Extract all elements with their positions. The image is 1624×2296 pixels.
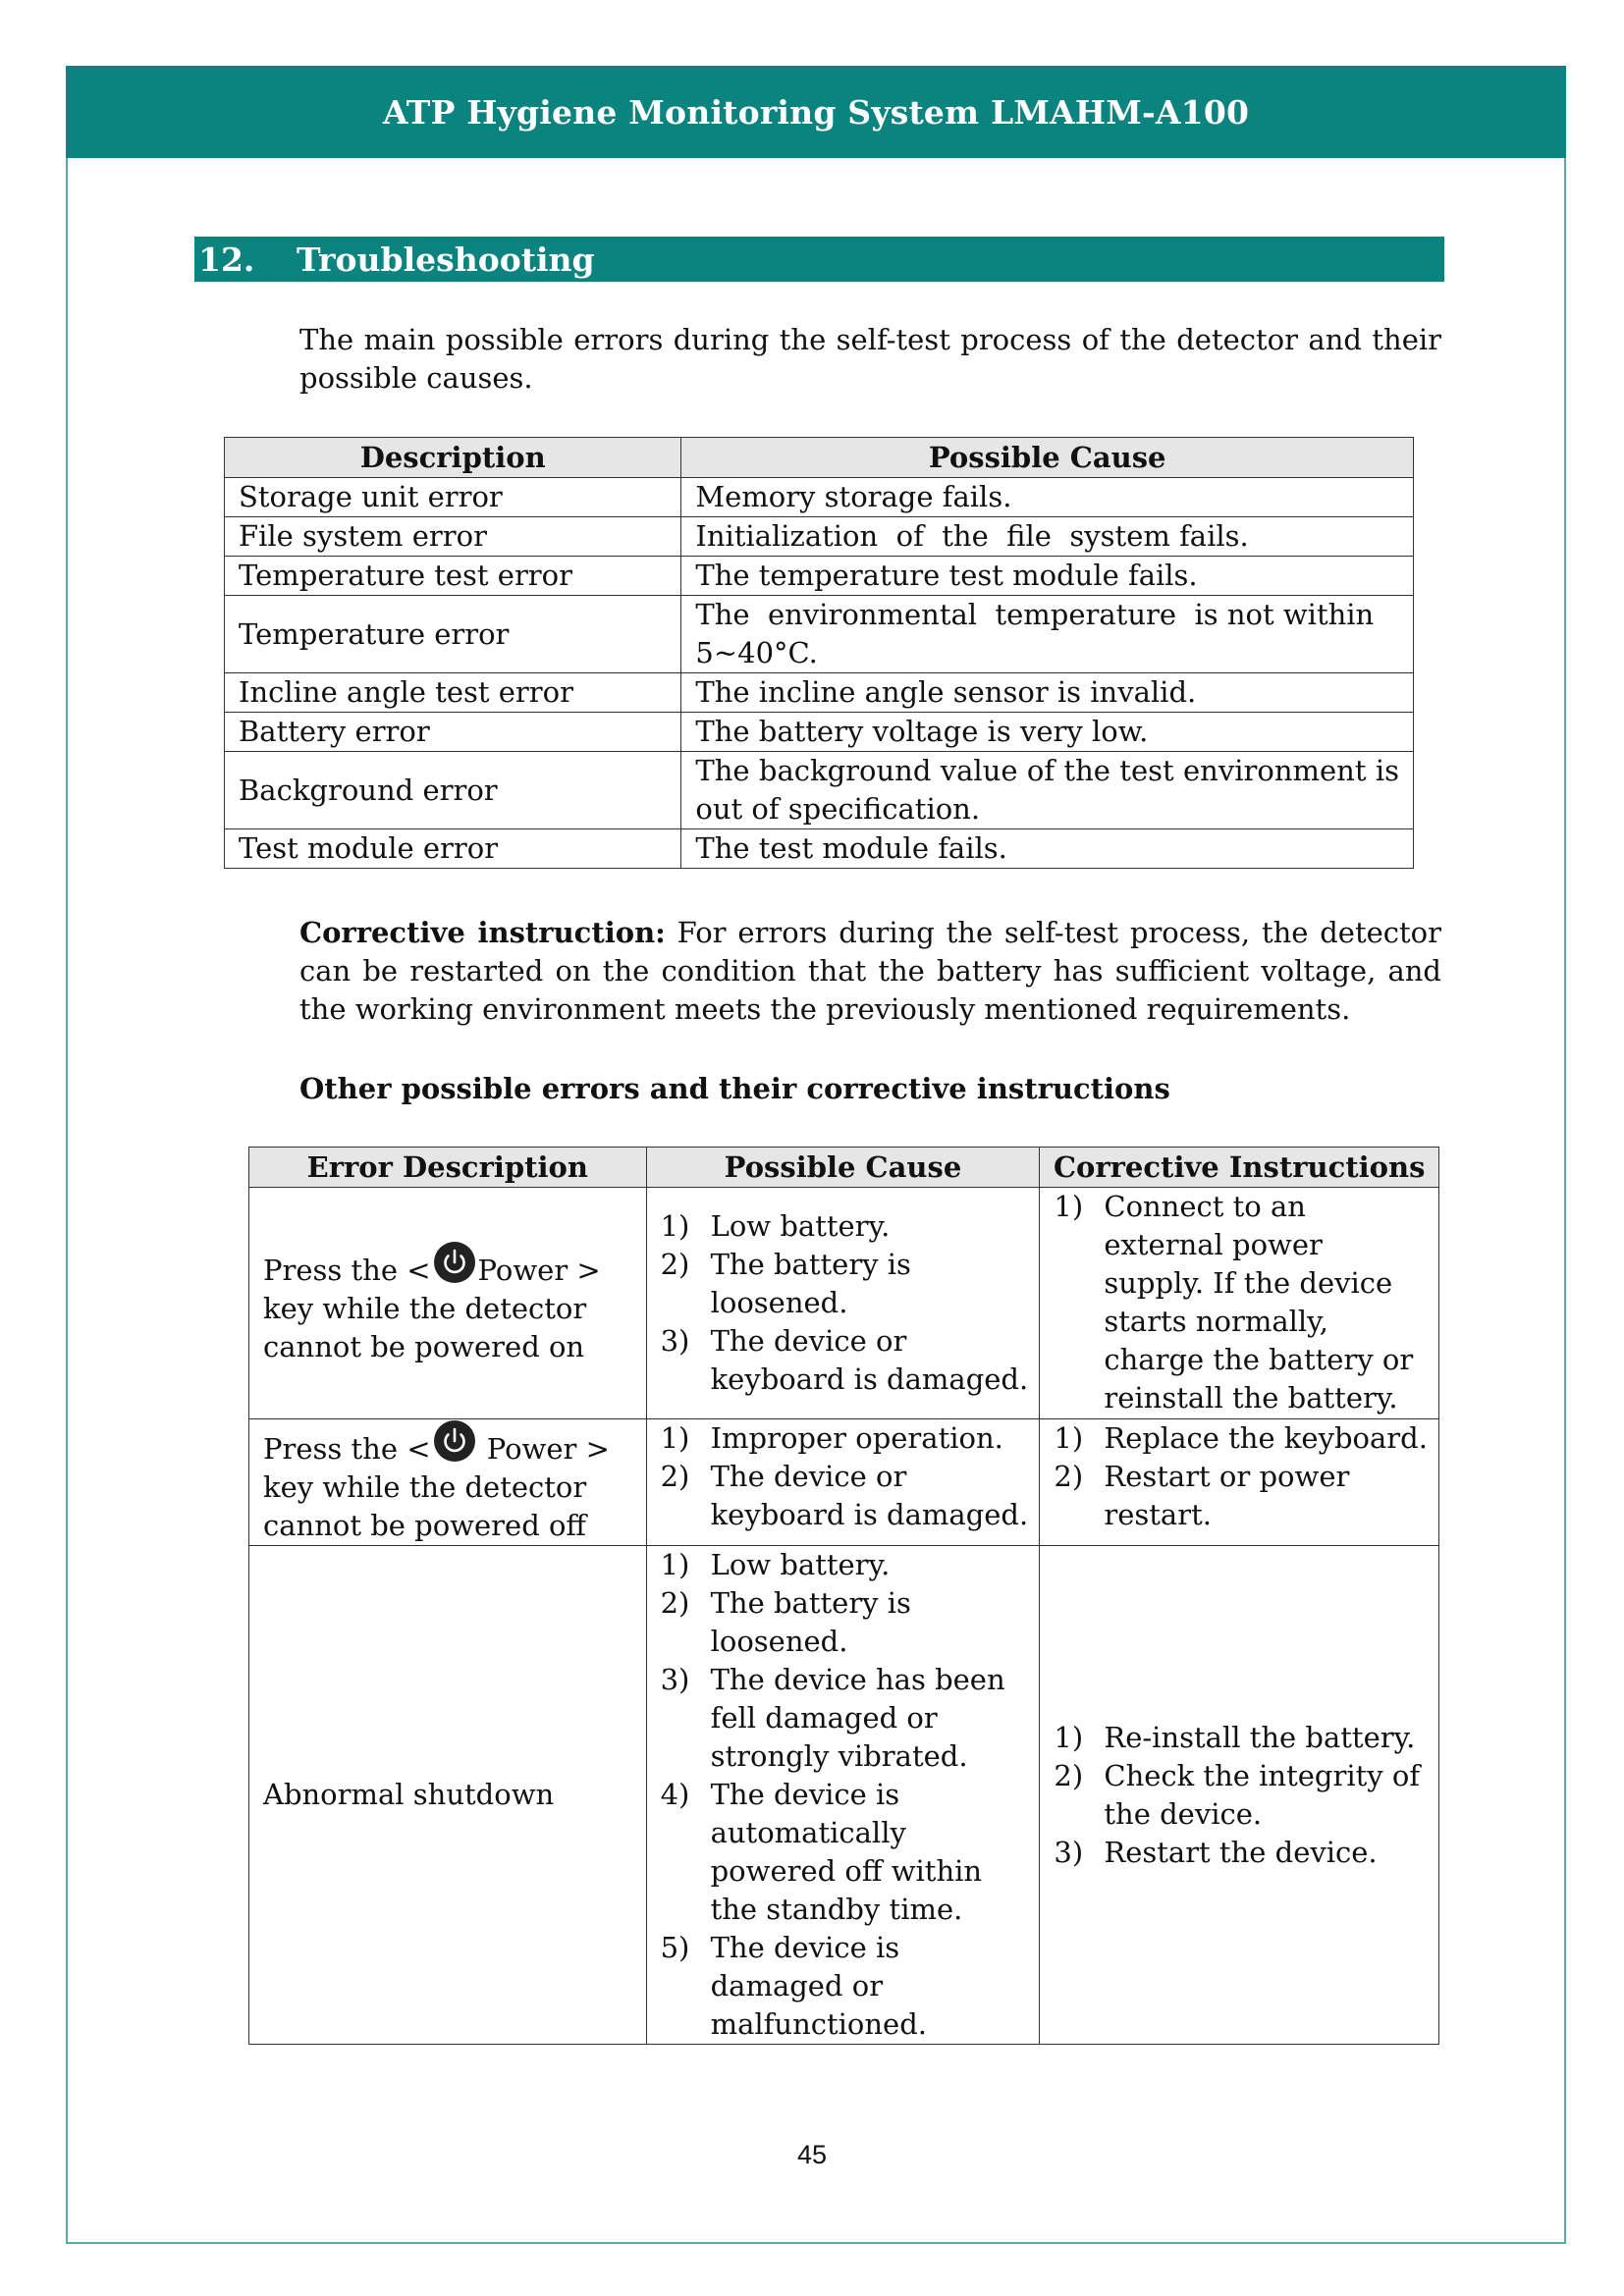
error-cause: The incline angle sensor is invalid.	[681, 673, 1414, 713]
error-cause: Initialization of the file system fails.	[681, 517, 1414, 557]
table-row	[225, 829, 1414, 869]
cause-list	[661, 1546, 1032, 2044]
table-row	[225, 478, 1414, 517]
table-row	[249, 1419, 1439, 1546]
error-cause: The test module fails.	[681, 829, 1414, 869]
instruction-list	[1054, 1188, 1431, 1417]
error-description: Incline angle test error	[225, 673, 681, 713]
table-row	[225, 713, 1414, 752]
possible-cause-cell	[646, 1188, 1040, 1419]
list-item: 2) The battery is loosened.	[660, 1586, 911, 1658]
table-row	[225, 752, 1414, 829]
error-description: Test module error	[225, 829, 681, 869]
list-item: 1) Re-install the battery.	[1054, 1720, 1416, 1754]
description-suffix: Power > key while the detector cannot be powered on	[263, 1253, 601, 1363]
list-item: 2) Restart or power restart.	[1054, 1460, 1350, 1531]
possible-cause-cell	[646, 1419, 1040, 1546]
section-title: Troubleshooting	[297, 240, 595, 279]
possible-cause-cell	[646, 1546, 1040, 2045]
error-cause: The background value of the test environment is out of specification.	[681, 752, 1414, 829]
section-number: 12.	[198, 240, 255, 279]
table-row	[249, 1546, 1439, 2045]
description-prefix: Press the <	[263, 1432, 431, 1466]
column-header-error-description: Error Description	[249, 1148, 647, 1188]
column-header-description: Description	[225, 438, 681, 478]
list-item: 1) Replace the keyboard.	[1054, 1421, 1428, 1455]
error-cause: The temperature test module fails.	[681, 557, 1414, 596]
column-header-corrective-instructions: Corrective Instructions	[1040, 1148, 1439, 1188]
error-description: Storage unit error	[225, 478, 681, 517]
table-row	[225, 596, 1414, 673]
error-description-cell: Abnormal shutdown	[249, 1546, 647, 2045]
corrective-instruction-paragraph	[299, 914, 1441, 1029]
page-number: 45	[796, 2140, 828, 2169]
list-item: 5) The device is damaged or malfunctioned.	[660, 1931, 927, 2041]
error-cause: The battery voltage is very low.	[681, 713, 1414, 752]
error-description: Background error	[225, 752, 681, 829]
corrective-text: For errors during the self-test process, the detector can be restarted on the condition that the battery has sufficient voltage, and the working environment meets the previously mentioned requirements.	[299, 916, 1441, 1026]
cause-list	[661, 1419, 1032, 1534]
list-item: 2) The device or keyboard is damaged.	[660, 1460, 1029, 1531]
intro-paragraph: The main possible errors during the self-test process of the detector and their possible causes.	[299, 323, 1441, 395]
error-description-cell	[249, 1419, 647, 1546]
list-item: 3) The device has been fell damaged or strongly vibrated.	[660, 1663, 1005, 1773]
column-header-possible-cause: Possible Cause	[681, 438, 1414, 478]
section-heading	[194, 237, 1444, 282]
table-row	[249, 1188, 1439, 1419]
error-description: File system error	[225, 517, 681, 557]
error-description: Temperature error	[225, 596, 681, 673]
self-test-errors-table	[224, 437, 1414, 869]
list-item: 1) Improper operation.	[660, 1421, 1003, 1455]
document-title: ATP Hygiene Monitoring System LMAHM-A100	[382, 92, 1250, 132]
table-row	[225, 557, 1414, 596]
table-header-row	[225, 438, 1414, 478]
corrective-label: Corrective instruction:	[299, 916, 666, 949]
list-item: 2) Check the integrity of the device.	[1054, 1758, 1421, 1831]
other-errors-table	[248, 1147, 1439, 2045]
error-cause: Memory storage fails.	[681, 478, 1414, 517]
corrective-instructions-cell	[1040, 1419, 1439, 1546]
list-item: 3) The device or keyboard is damaged.	[660, 1324, 1029, 1396]
corrective-instructions-cell	[1040, 1546, 1439, 2045]
error-description: Temperature test error	[225, 557, 681, 596]
table-row	[225, 517, 1414, 557]
power-icon	[433, 1241, 476, 1284]
description-prefix: Press the <	[263, 1253, 431, 1287]
document-header	[66, 66, 1566, 158]
power-icon	[433, 1419, 476, 1463]
list-item: 1) Connect to an external power supply. If the device starts normally, charge the battery or reinstall the battery.	[1054, 1190, 1414, 1415]
list-item: 3) Restart the device.	[1054, 1835, 1378, 1869]
table-header-row	[249, 1148, 1439, 1188]
error-description: Battery error	[225, 713, 681, 752]
table-row	[225, 673, 1414, 713]
list-item: 2) The battery is loosened.	[660, 1248, 911, 1319]
other-errors-heading: Other possible errors and their corrective instructions	[299, 1072, 1170, 1105]
column-header-possible-cause: Possible Cause	[646, 1148, 1040, 1188]
list-item: 4) The device is automatically powered off within the standby time.	[660, 1778, 983, 1926]
error-cause: The environmental temperature is not within 5~40°C.	[681, 596, 1414, 673]
instruction-list	[1054, 1419, 1431, 1534]
list-item: 1) Low battery.	[660, 1209, 891, 1243]
cause-list	[661, 1207, 1032, 1399]
instruction-list	[1054, 1719, 1431, 1872]
description-suffix: Power > key while the detector cannot be powered off	[263, 1432, 610, 1542]
error-description-cell	[249, 1188, 647, 1419]
list-item: 1) Low battery.	[660, 1548, 891, 1581]
corrective-instructions-cell	[1040, 1188, 1439, 1419]
